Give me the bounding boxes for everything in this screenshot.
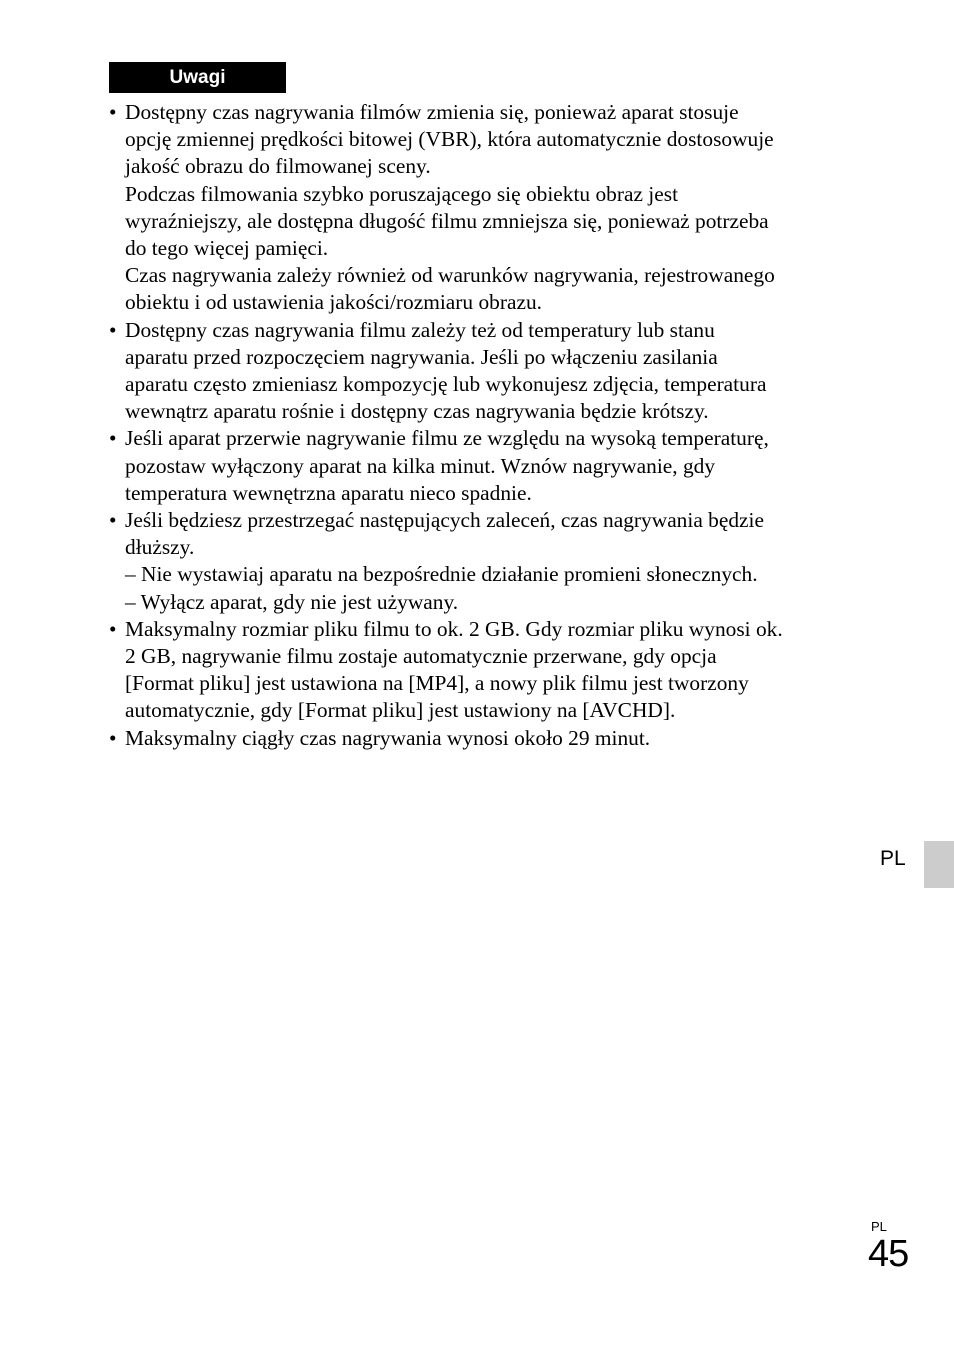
text-line: temperatura wewnętrzna aparatu nieco spadnie. [125, 480, 532, 505]
bullet-marker: • [109, 100, 117, 124]
text-line: [Format pliku] jest ustawiona na [MP4], a nowy plik filmu jest tworzony [125, 671, 749, 696]
note-item [109, 317, 869, 426]
section-title: Uwagi [109, 62, 286, 93]
bullet-marker: • [109, 508, 117, 533]
language-tab-label: PL [880, 847, 906, 870]
note-item [109, 616, 869, 725]
note-paragraph [125, 425, 869, 507]
text-line: automatycznie, gdy [Format pliku] jest ustawiony na [AVCHD]. [125, 698, 676, 723]
text-line: jakość obrazu do filmowanej sceny. [125, 154, 431, 179]
page-number: 45 [868, 1233, 909, 1275]
note-paragraph [125, 262, 869, 316]
text-line: – Nie wystawiaj aparatu na bezpośrednie działanie promieni słonecznych. [125, 562, 758, 587]
text-line: Maksymalny rozmiar pliku filmu to ok. 2 GB. Gdy rozmiar pliku wynosi ok. [125, 616, 783, 641]
text-line: Jeśli będziesz przestrzegać następujących zaleceń, czas nagrywania będzie [125, 508, 764, 533]
note-paragraph [125, 725, 869, 752]
language-tab [924, 841, 954, 888]
text-line: 2 GB, nagrywanie filmu zostaje automatycznie przerwane, gdy opcja [125, 644, 717, 669]
text-line: – Wyłącz aparat, gdy nie jest używany. [125, 589, 459, 614]
note-item [109, 507, 869, 616]
text-line: pozostaw wyłączony aparat na kilka minut. Wznów nagrywanie, gdy [125, 453, 716, 478]
text-line: do tego więcej pamięci. [125, 236, 329, 261]
text-line: wewnątrz aparatu rośnie i dostępny czas nagrywania będzie krótszy. [125, 399, 709, 424]
notes-list [109, 99, 869, 752]
text-line: obiektu i od ustawienia jakości/rozmiaru obrazu. [125, 290, 542, 315]
bullet-marker: • [109, 317, 117, 342]
text-line: aparatu przed rozpoczęciem nagrywania. Jeśli po włączeniu zasilania [125, 344, 718, 369]
note-item [109, 99, 869, 317]
note-paragraph [125, 181, 869, 263]
bullet-marker: • [109, 616, 117, 641]
note-paragraph [125, 507, 869, 561]
note-item [109, 725, 869, 752]
note-paragraph [125, 616, 869, 725]
text-line: opcję zmiennej prędkości bitowej (VBR), która automatycznie dostosowuje [125, 127, 774, 152]
bullet-marker: • [109, 426, 117, 451]
bullet-marker: • [109, 725, 117, 750]
text-line: wyraźniejszy, ale dostępna długość filmu zmniejsza się, ponieważ potrzeba [125, 208, 769, 233]
note-item [109, 425, 869, 507]
text-line: Dostępny czas nagrywania filmu zależy też od temperatury lub stanu [125, 317, 715, 342]
note-paragraph [125, 561, 869, 615]
text-line: Podczas filmowania szybko poruszającego się obiektu obraz jest [125, 181, 679, 206]
note-paragraph [125, 99, 869, 181]
text-line: Maksymalny ciągły czas nagrywania wynosi około 29 minut. [125, 725, 651, 750]
text-line: dłuższy. [125, 535, 195, 560]
footer-language: PL [871, 1219, 887, 1234]
text-line: Dostępny czas nagrywania filmów zmienia się, ponieważ aparat stosuje [125, 100, 739, 124]
text-line: aparatu często zmieniasz kompozycję lub wykonujesz zdjęcia, temperatura [125, 372, 767, 397]
text-line: Czas nagrywania zależy również od warunków nagrywania, rejestrowanego [125, 263, 775, 288]
note-paragraph [125, 317, 869, 426]
text-line: Jeśli aparat przerwie nagrywanie filmu ze względu na wysoką temperaturę, [125, 426, 769, 451]
